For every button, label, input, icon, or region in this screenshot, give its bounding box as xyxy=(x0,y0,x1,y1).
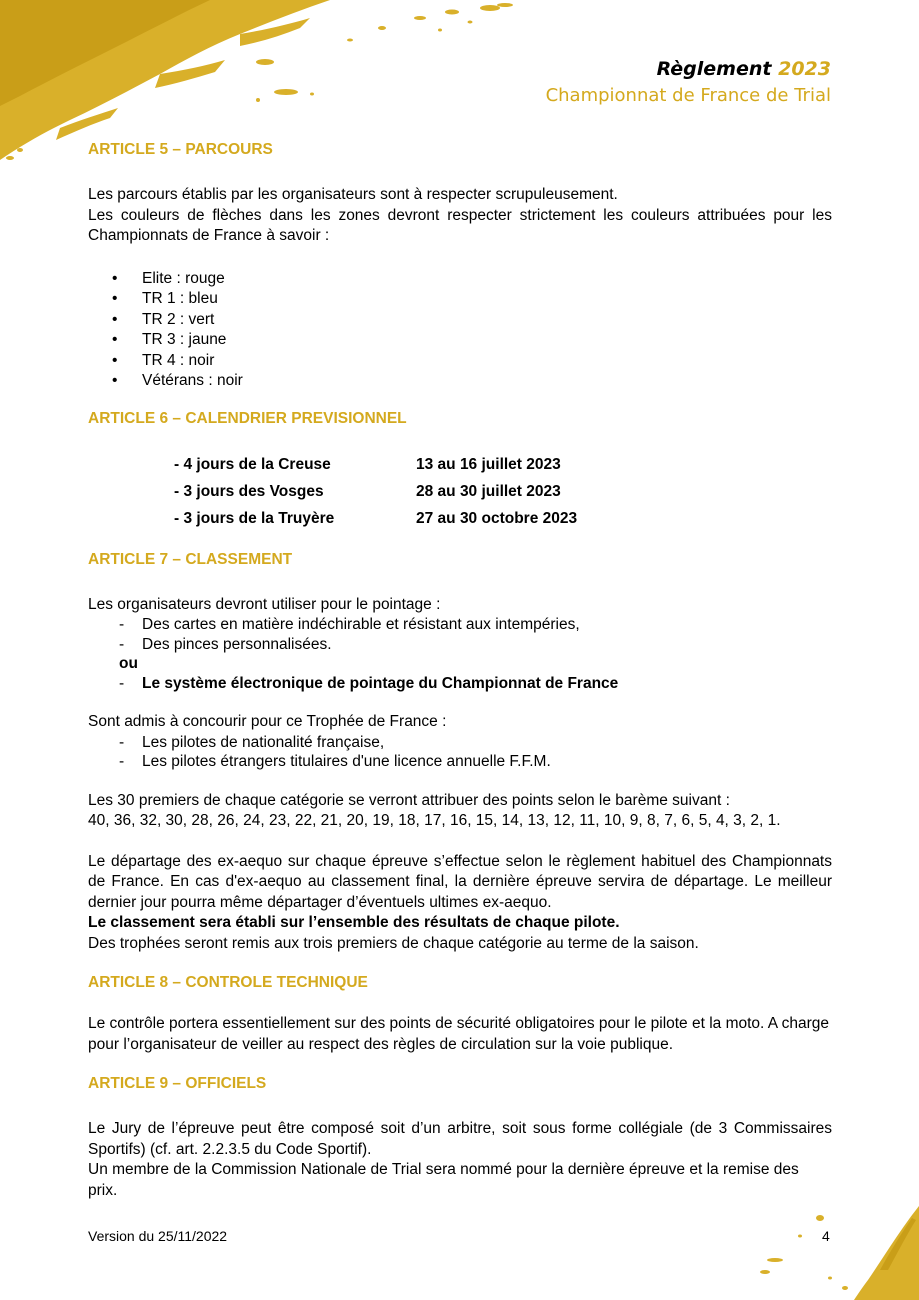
electronic-scoring-list xyxy=(88,674,832,694)
list-item-text: TR 2 : vert xyxy=(142,310,215,328)
commission-paragraph: Un membre de la Commission Nationale de Trial sera nommé pour la dernière épreuve et la remise des prix. xyxy=(88,1161,799,1199)
brush-stroke-bottom-decoration xyxy=(750,1200,919,1300)
calendar-event: - 4 jours de la Creuse xyxy=(174,455,331,473)
list-item-text: TR 4 : noir xyxy=(142,351,215,369)
list-item-text: Les pilotes étrangers titulaires d'une licence annuelle F.F.M. xyxy=(142,753,551,770)
technical-control-paragraph: Le contrôle portera essentiellement sur des points de sécurité obligatoires pour le pilote et la moto. A charge pour l’organisateur de veiller au respect des règles de circulation sur la voie publique. xyxy=(88,1015,829,1053)
calendar-dates: 28 au 30 juillet 2023 xyxy=(416,482,561,500)
points-scale: 40, 36, 32, 30, 28, 26, 24, 23, 22, 21, 20, 19, 18, 17, 16, 15, 14, 13, 12, 11, 10, 9, 8, 7, 6, 5, 4, 3, 2, 1. xyxy=(88,812,781,829)
article-6-heading: ARTICLE 6 – CALENDRIER PREVISIONNEL xyxy=(88,409,407,427)
article-9-heading: ARTICLE 9 – OFFICIELS xyxy=(88,1075,267,1092)
page-number: 4 xyxy=(822,1228,830,1244)
version-footer: Version du 25/11/2022 xyxy=(88,1228,228,1244)
list-item-text: Vétérans : noir xyxy=(142,372,243,389)
arrow-colors-list xyxy=(88,269,832,392)
bullet-icon: • xyxy=(112,372,118,389)
document-header xyxy=(546,56,831,110)
points-intro: Les 30 premiers de chaque catégorie se verront attribuer des points selon le barème suivant : xyxy=(88,791,730,809)
bullet-icon: • xyxy=(112,269,118,287)
calendar-row xyxy=(174,505,832,532)
article-5-paragraph-2: Les couleurs de flèches dans les zones devront respecter strictement les couleurs attribuées pour les Championnats de France à savoir : xyxy=(88,206,832,244)
header-title-word: Règlement xyxy=(656,58,772,80)
document-body xyxy=(88,140,832,1201)
list-item xyxy=(88,615,832,635)
calendar-event: - 3 jours de la Truyère xyxy=(174,509,335,527)
list-item xyxy=(88,635,832,655)
header-title xyxy=(546,56,831,82)
bullet-icon: • xyxy=(112,351,118,369)
scoring-intro: Les organisateurs devront utiliser pour le pointage : xyxy=(88,595,441,613)
list-item xyxy=(88,310,832,331)
list-item-text: Des pinces personnalisées. xyxy=(142,635,332,653)
dash-marker: - xyxy=(119,616,125,633)
list-item xyxy=(88,733,832,753)
tiebreak-paragraph: Le départage des ex-aequo sur chaque épreuve s’effectue selon le règlement habituel des Championnats de France. En cas d'ex-aequo au classement final, la dernière épreuve servira de départage. Le meilleur dernier jour pourra même départager d’éventuels ultimes ex-aequo. xyxy=(88,852,832,911)
article-8-heading: ARTICLE 8 – CONTROLE TECHNIQUE xyxy=(88,974,368,991)
list-item-text: Elite : rouge xyxy=(142,269,225,287)
trophies-paragraph: Des trophées seront remis aux trois premiers de chaque catégorie au terme de la saison. xyxy=(88,934,699,952)
calendar-dates: 27 au 30 octobre 2023 xyxy=(416,509,578,527)
list-item xyxy=(88,371,832,392)
calendar-table xyxy=(174,451,832,532)
dash-marker: - xyxy=(119,733,125,751)
article-5-paragraph-1: Les parcours établis par les organisateurs sont à respecter scrupuleusement. xyxy=(88,186,618,203)
eligibility-intro: Sont admis à concourir pour ce Trophée de France : xyxy=(88,713,447,730)
dash-marker: - xyxy=(119,635,125,653)
or-separator: ou xyxy=(119,655,138,672)
bullet-icon: • xyxy=(112,310,118,328)
calendar-row xyxy=(174,451,832,478)
header-subtitle: Championnat de France de Trial xyxy=(545,85,831,106)
list-item xyxy=(88,752,832,772)
list-item-text: Les pilotes de nationalité française, xyxy=(142,733,385,751)
list-item xyxy=(88,674,832,694)
list-item xyxy=(88,330,832,351)
calendar-dates: 13 au 16 juillet 2023 xyxy=(416,455,561,473)
jury-paragraph: Le Jury de l’épreuve peut être composé soit d’un arbitre, soit sous forme collégiale (de 3 Commissaires Sportifs) (cf. art. 2.2.3.5 du Code Sportif). xyxy=(88,1120,832,1158)
bullet-icon: • xyxy=(112,290,118,307)
list-item-text: TR 3 : jaune xyxy=(142,331,227,348)
bullet-icon: • xyxy=(112,331,118,348)
ranking-statement: Le classement sera établi sur l’ensemble des résultats de chaque pilote. xyxy=(88,914,620,931)
dash-marker: - xyxy=(119,674,125,692)
article-7-heading: ARTICLE 7 – CLASSEMENT xyxy=(88,550,293,568)
list-item-text: Le système électronique de pointage du Championnat de France xyxy=(142,674,619,692)
eligibility-list xyxy=(88,733,832,772)
list-item-text: TR 1 : bleu xyxy=(142,290,218,307)
dash-marker: - xyxy=(119,753,125,770)
list-item xyxy=(88,289,832,310)
list-item-text: Des cartes en matière indéchirable et résistant aux intempéries, xyxy=(142,616,580,633)
calendar-event: - 3 jours des Vosges xyxy=(174,482,324,500)
article-5-heading: ARTICLE 5 – PARCOURS xyxy=(88,141,273,158)
list-item xyxy=(88,269,832,290)
scoring-methods-list xyxy=(88,615,832,654)
calendar-row xyxy=(174,478,832,505)
list-item xyxy=(88,351,832,372)
header-title-year: 2023 xyxy=(778,58,831,80)
